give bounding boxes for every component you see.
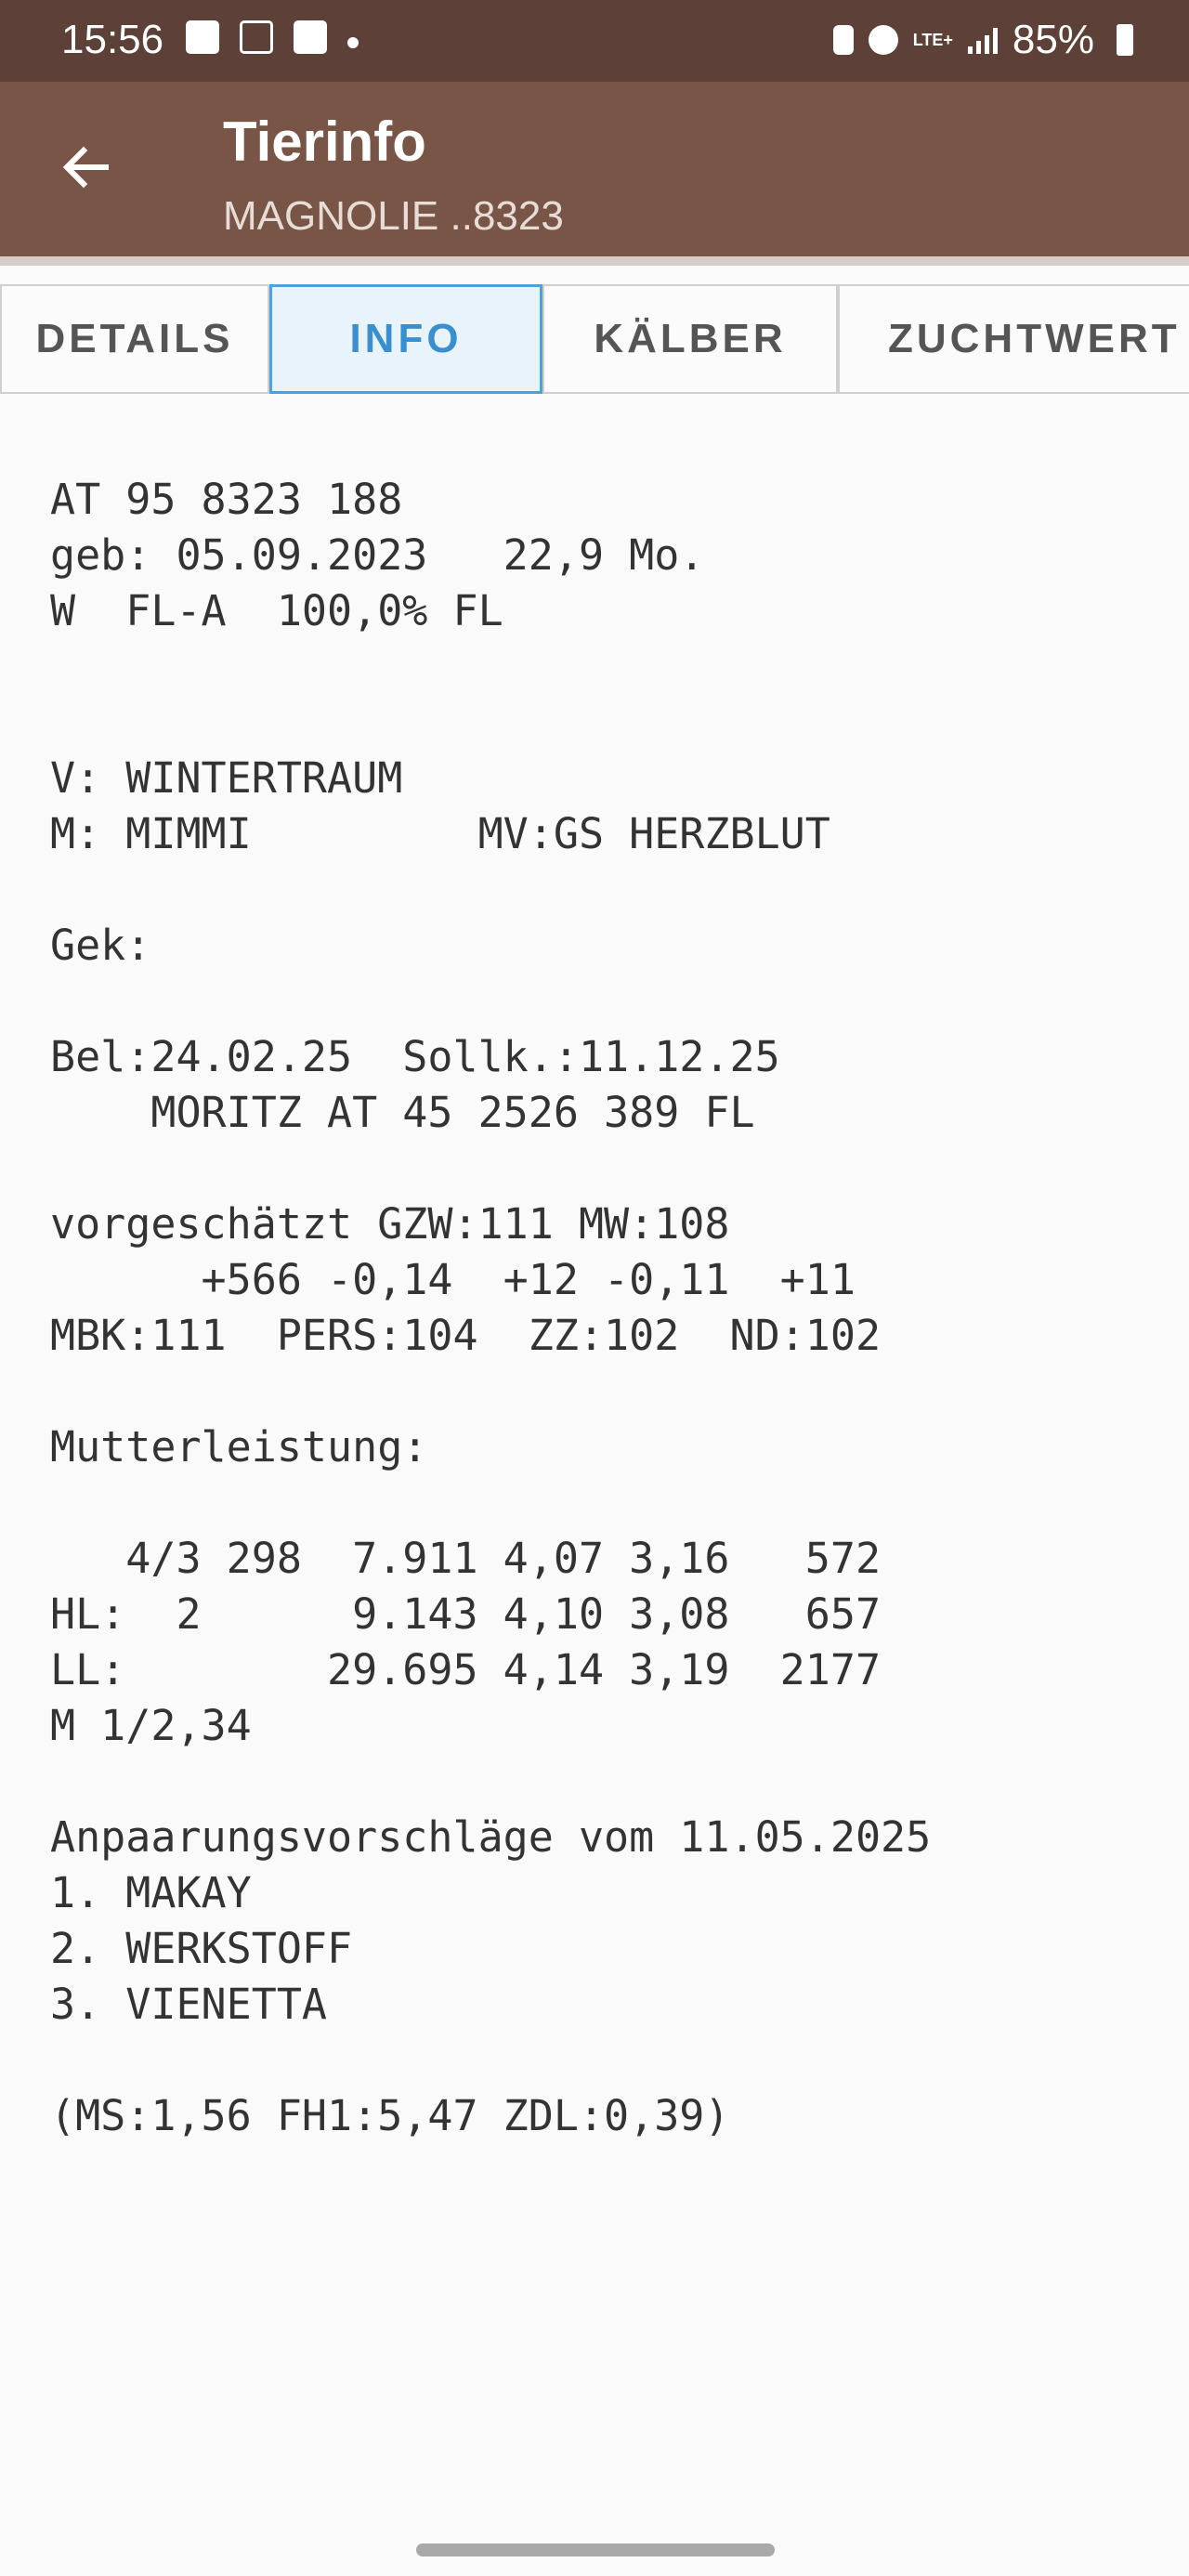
info-line: W FL-A 100,0% FL — [50, 586, 503, 635]
info-line: HL: 2 9.143 4,10 3,08 657 — [50, 1589, 882, 1639]
checkbox-icon — [294, 20, 327, 54]
info-line — [50, 639, 1165, 695]
signal-icon — [968, 26, 998, 54]
info-line — [50, 2033, 1165, 2088]
info-line: 4/3 298 7.911 4,07 3,16 572 — [50, 1534, 882, 1583]
system-icons — [833, 17, 1133, 63]
image-icon — [186, 20, 219, 54]
info-line: MBK:111 PERS:104 ZZ:102 ND:102 — [50, 1311, 882, 1360]
info-line: M 1/2,34 — [50, 1701, 252, 1750]
back-arrow-icon[interactable] — [56, 137, 115, 197]
info-line — [50, 1754, 1165, 1810]
info-line — [50, 974, 1165, 1029]
info-line: M: MIMMI MV:GS HERZBLUT — [50, 809, 830, 858]
info-line: +566 -0,14 +12 -0,11 +11 — [50, 1255, 856, 1304]
app-bar-shadow — [0, 256, 1189, 266]
info-line: Anpaarungsvorschläge vom 11.05.2025 — [50, 1812, 932, 1862]
info-line: V: WINTERTRAUM — [50, 753, 403, 803]
info-line: MORITZ AT 45 2526 389 FL — [50, 1088, 755, 1137]
home-indicator[interactable] — [416, 2543, 775, 2556]
status-time: 15:56 — [61, 17, 164, 62]
info-line: (MS:1,56 FH1:5,47 ZDL:0,39) — [50, 2091, 730, 2140]
info-line — [50, 862, 1165, 918]
info-line — [50, 695, 1165, 751]
tab-zuchtwert[interactable]: ZUCHTWERT — [838, 284, 1189, 394]
alarm-icon — [869, 25, 898, 55]
info-line: 2. WERKSTOFF — [50, 1924, 353, 1973]
notification-icons — [186, 20, 359, 54]
info-line: Bel:24.02.25 Sollk.:11.12.25 — [50, 1032, 780, 1081]
cast-icon — [240, 20, 273, 54]
tab-kaelber[interactable]: KÄLBER — [542, 284, 838, 394]
status-bar — [0, 0, 1189, 82]
info-line: 1. MAKAY — [50, 1868, 252, 1917]
nfc-icon — [833, 25, 854, 55]
info-text — [50, 472, 1165, 2144]
info-line: LL: 29.695 4,14 3,19 2177 — [50, 1645, 882, 1694]
page-subtitle: MAGNOLIE ..8323 — [223, 193, 564, 239]
info-line — [50, 1475, 1165, 1531]
tab-details[interactable]: DETAILS — [0, 284, 269, 394]
info-line: geb: 05.09.2023 22,9 Mo. — [50, 530, 705, 580]
info-line: 3. VIENETTA — [50, 1980, 328, 2029]
tab-bar — [0, 284, 1189, 399]
tab-info[interactable]: INFO — [269, 284, 542, 394]
info-line — [50, 1364, 1165, 1419]
info-line: Gek: — [50, 921, 151, 970]
more-dot-icon — [347, 37, 359, 48]
info-line: vorgeschätzt GZW:111 MW:108 — [50, 1199, 730, 1249]
app-bar — [0, 82, 1189, 256]
info-line: AT 95 8323 188 — [50, 475, 403, 524]
battery-icon — [1117, 24, 1133, 56]
page-title: Tierinfo — [223, 111, 426, 173]
info-line: Mutterleistung: — [50, 1422, 428, 1471]
info-line — [50, 1141, 1165, 1196]
network-type: LTE+ — [912, 31, 953, 49]
battery-percent: 85% — [1012, 17, 1094, 62]
